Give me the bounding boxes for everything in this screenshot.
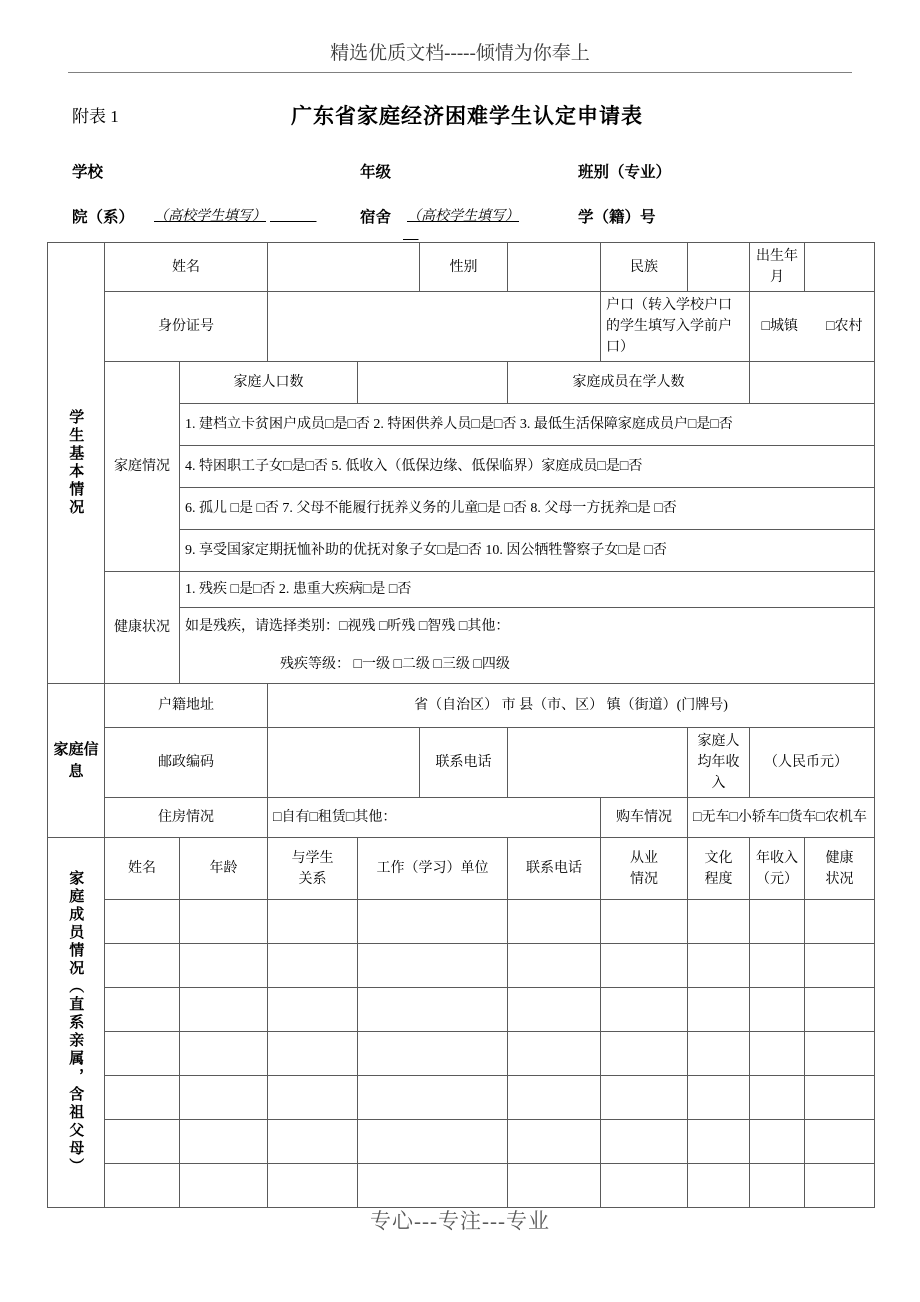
cell-member-health[interactable] [805,988,875,1032]
cell-member-phone[interactable] [508,1120,601,1164]
input-postcode[interactable] [268,728,420,798]
cell-member-relation[interactable] [268,900,358,944]
department-hint-text: （高校学生填写） [154,209,266,224]
cell-member-relation[interactable] [268,1076,358,1120]
cell-member-relation[interactable] [268,1164,358,1208]
table-row-member [48,988,875,1032]
cell-member-relation[interactable] [268,988,358,1032]
label-family-size: 家庭人口数 [180,362,358,404]
label-ethnicity: 民族 [601,243,688,292]
label-avg-income-unit[interactable]: （人民币元） [750,728,875,798]
grade-field-label: 年级 [360,164,392,181]
cell-member-relation[interactable] [268,1032,358,1076]
page-title: 广东省家庭经济困难学生认定申请表 [291,104,643,128]
table-row-basic-id [48,292,875,362]
table-row-members-header [48,838,875,900]
section-label-student-basic-text: 学生基本情况 [67,409,86,517]
hukou-options[interactable] [750,292,875,362]
section-label-family-info-text: 家庭信息 [53,739,99,780]
label-family-situation [105,362,180,572]
col-header-member-phone: 联系电话 [508,838,601,900]
label-name: 姓名 [105,243,268,292]
cell-member-age[interactable] [180,900,268,944]
cell-member-education[interactable] [688,1076,750,1120]
health-line-2[interactable]: 如是残疾，请选择类别：□视残 □听残 □智残 □其他： [180,608,875,646]
cell-member-workplace[interactable] [358,988,508,1032]
col-header-member-education: 文化 程度 [688,838,750,900]
cell-member-health[interactable] [805,1032,875,1076]
col-header-member-workplace: 工作（学习）单位 [358,838,508,900]
label-contact-phone: 联系电话 [420,728,508,798]
header-divider-rule [68,72,852,73]
table-row-basic-name [48,243,875,292]
cell-member-health[interactable] [805,944,875,988]
student-id-field-label: 学（籍）号 [578,209,656,226]
checkbox-hukou-urban[interactable]: □城镇 [761,319,798,334]
dorm-field-label: 宿舍 [360,209,392,226]
col-header-member-employment: 从业 情况 [601,838,688,900]
cell-member-health[interactable] [805,1164,875,1208]
cell-member-employment[interactable] [601,1076,688,1120]
cell-member-employment[interactable] [601,988,688,1032]
cell-member-phone[interactable] [508,1032,601,1076]
cell-member-income[interactable] [750,988,805,1032]
cell-member-phone[interactable] [508,1164,601,1208]
cell-member-phone[interactable] [508,944,601,988]
label-household-address: 户籍地址 [105,684,268,728]
cell-member-income[interactable] [750,944,805,988]
cell-member-health[interactable] [805,1076,875,1120]
label-car-purchase: 购车情况 [601,798,688,838]
table-row-member [48,1032,875,1076]
cell-member-age[interactable] [180,1164,268,1208]
family-situation-line-2[interactable]: 4. 特困职工子女□是□否 5. 低收入（低保边缘、低保临界）家庭成员□是□否 [180,446,875,488]
class-field-label: 班别（专业） [578,164,672,181]
col-header-member-income: 年收入 （元） [750,838,805,900]
cell-member-health[interactable] [805,1120,875,1164]
cell-member-employment[interactable] [601,900,688,944]
department-field-label: 院（系） [72,209,135,226]
family-situation-line-3[interactable]: 6. 孤儿 □是 □否 7. 父母不能履行抚养义务的儿童□是 □否 8. 父母一方抚养□是 □否 [180,488,875,530]
cell-member-phone[interactable] [508,1076,601,1120]
cell-member-employment[interactable] [601,1164,688,1208]
family-situation-line-4[interactable]: 9. 享受国家定期抚恤补助的优抚对象子女□是□否 10. 因公牺牲警察子女□是 □否 [180,530,875,572]
cell-member-education[interactable] [688,1120,750,1164]
cell-member-age[interactable] [180,944,268,988]
section-label-student-basic [48,243,105,684]
cell-member-income[interactable] [750,1076,805,1120]
cell-member-name[interactable] [105,900,180,944]
attachment-label: 附表 1 [72,107,119,126]
cell-member-income[interactable] [750,1120,805,1164]
table-row-health-1 [48,572,875,608]
cell-member-name[interactable] [105,1032,180,1076]
input-household-address[interactable]: 省（自治区） 市 县（市、区） 镇（街道）(门牌号) [268,684,875,728]
cell-member-workplace[interactable] [358,1164,508,1208]
dorm-hint-underline[interactable] [403,205,573,243]
cell-member-age[interactable] [180,1076,268,1120]
input-family-size[interactable] [358,362,508,404]
checkbox-hukou-rural[interactable]: □农村 [826,319,863,334]
watermark-bottom-text: 专心---专注---专业 [370,1209,550,1233]
cell-member-workplace[interactable] [358,1076,508,1120]
section-label-family-members [48,838,105,1208]
label-birth-date: 出生年月 [750,243,805,292]
label-id-number: 身份证号 [105,292,268,362]
label-gender: 性别 [420,243,508,292]
cell-member-age[interactable] [180,988,268,1032]
cell-member-income[interactable] [750,1032,805,1076]
table-row-housing-car [48,798,875,838]
input-contact-phone[interactable] [508,728,688,798]
dorm-blank-line [403,225,463,243]
car-options[interactable]: □无车□小轿车□货车□农机车 [688,798,875,838]
col-header-member-age: 年龄 [180,838,268,900]
cell-member-education[interactable] [688,900,750,944]
department-hint-underline[interactable] [150,205,350,225]
cell-member-phone[interactable] [508,988,601,1032]
health-line-3[interactable]: 残疾等级： □一级 □二级 □三级 □四级 [180,646,875,684]
title-row [72,100,862,130]
input-id-number[interactable] [268,292,601,362]
application-form-table [47,242,875,1208]
label-health-status [105,572,180,684]
table-row-member [48,1076,875,1120]
input-birth-date[interactable] [805,243,875,292]
cell-member-workplace[interactable] [358,1032,508,1076]
cell-member-income[interactable] [750,1164,805,1208]
label-avg-income: 家庭人均年收入 [688,728,750,798]
cell-member-name[interactable] [105,944,180,988]
input-ethnicity[interactable] [688,243,750,292]
cell-member-name[interactable] [105,988,180,1032]
input-gender[interactable] [508,243,601,292]
input-name[interactable] [268,243,420,292]
cell-member-phone[interactable] [508,900,601,944]
cell-member-workplace[interactable] [358,1120,508,1164]
label-hukou: 户口（转入学校户口的学生填写入学前户口） [601,292,750,362]
label-students-in-school: 家庭成员在学人数 [508,362,750,404]
cell-member-workplace[interactable] [358,900,508,944]
cell-member-employment[interactable] [601,1120,688,1164]
table-row-member [48,900,875,944]
section-label-family-members-text: 家庭成员情况（直系亲属，含祖父母） [67,869,86,1176]
department-blank-line [270,207,330,225]
cell-member-income[interactable] [750,900,805,944]
health-line-1[interactable]: 1. 残疾 □是□否 2. 患重大疾病□是 □否 [180,572,875,608]
dorm-hint-text: （高校学生填写） [407,209,519,224]
input-students-in-school[interactable] [750,362,875,404]
cell-member-age[interactable] [180,1120,268,1164]
cell-member-health[interactable] [805,900,875,944]
col-header-member-health: 健康 状况 [805,838,875,900]
col-header-member-relation: 与学生 关系 [268,838,358,900]
table-row-household-address [48,684,875,728]
watermark-top-text: 精选优质文档-----倾情为你奉上 [330,43,590,64]
cell-member-employment[interactable] [601,1032,688,1076]
cell-member-education[interactable] [688,944,750,988]
cell-member-workplace[interactable] [358,944,508,988]
label-family-situation-text: 家庭情况 [114,459,170,474]
school-field-label: 学校 [72,164,104,181]
label-housing: 住房情况 [105,798,268,838]
col-header-member-name: 姓名 [105,838,180,900]
cell-member-age[interactable] [180,1032,268,1076]
label-postcode: 邮政编码 [105,728,268,798]
table-row-member [48,944,875,988]
table-row-postcode-phone [48,728,875,798]
cell-member-relation[interactable] [268,944,358,988]
section-label-family-info [48,684,105,838]
family-situation-line-1[interactable]: 1. 建档立卡贫困户成员□是□否 2. 特困供养人员□是□否 3. 最低生活保障家庭成员户□是□否 [180,404,875,446]
cell-member-name[interactable] [105,1076,180,1120]
table-row-member [48,1120,875,1164]
cell-member-education[interactable] [688,988,750,1032]
table-row-family-counts [48,362,875,404]
label-health-status-text: 健康状况 [114,620,170,635]
cell-member-name[interactable] [105,1120,180,1164]
cell-member-relation[interactable] [268,1120,358,1164]
table-row-member [48,1164,875,1208]
cell-member-name[interactable] [105,1164,180,1208]
cell-member-education[interactable] [688,1032,750,1076]
cell-member-education[interactable] [688,1164,750,1208]
housing-options[interactable]: □自有□租赁□其他： [268,798,601,838]
cell-member-employment[interactable] [601,944,688,988]
